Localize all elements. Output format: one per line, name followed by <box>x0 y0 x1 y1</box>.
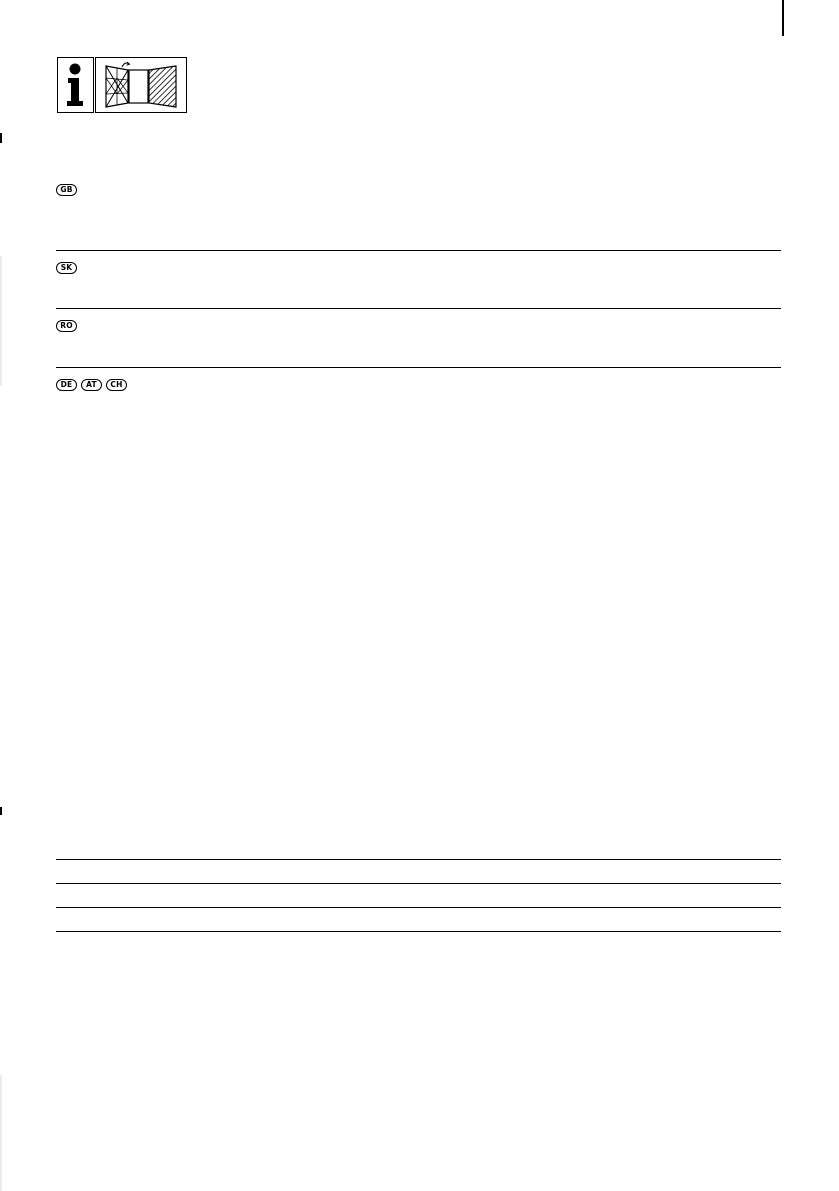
fold-out-manual-icon <box>95 57 187 113</box>
crop-mark-left-1 <box>0 133 2 143</box>
crop-mark-left-2 <box>0 256 2 386</box>
table-rule <box>56 883 781 884</box>
fold-out-manual-icon-graphic <box>96 58 185 111</box>
info-icon <box>57 57 94 113</box>
section-divider <box>56 308 781 309</box>
section-divider <box>56 367 781 368</box>
crop-mark-left-3 <box>0 807 2 815</box>
language-badges-de-at-ch <box>56 379 127 391</box>
crop-mark-top <box>782 0 784 36</box>
language-badges-gb <box>56 184 77 196</box>
language-badges-ro <box>56 320 77 332</box>
country-badge: RO <box>56 320 77 332</box>
info-i-icon <box>58 58 92 111</box>
country-badge: DE <box>56 379 77 391</box>
crop-mark-left-4 <box>0 1075 2 1191</box>
country-badge: CH <box>106 379 127 391</box>
table-rule <box>56 931 781 932</box>
table-rule <box>56 907 781 908</box>
country-badge: SK <box>56 262 77 274</box>
table-rule <box>56 859 781 860</box>
country-badge: GB <box>56 184 77 196</box>
country-badge: AT <box>81 379 102 391</box>
section-divider <box>56 250 781 251</box>
language-badges-sk <box>56 262 77 274</box>
